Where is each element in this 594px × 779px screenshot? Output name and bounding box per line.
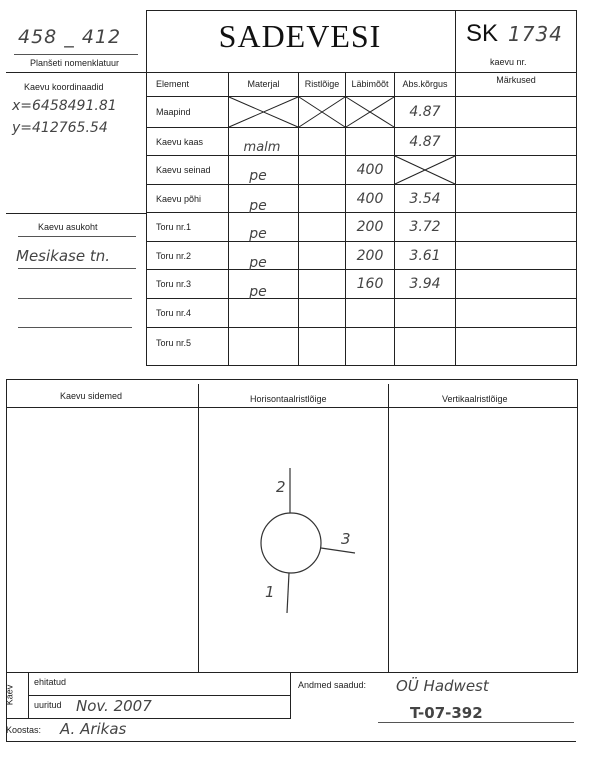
row-labimoot-value: 400 — [356, 162, 384, 178]
row-element-label: Toru nr.1 — [156, 222, 192, 232]
column-header-labimoot: Läbimõõt — [351, 79, 389, 89]
kaev-label: Kaev — [4, 684, 15, 706]
coordinate-x: x=6458491.81 — [12, 98, 117, 114]
sk-label: SK — [466, 20, 499, 47]
column-header-ristloige: Ristlõige — [304, 79, 340, 89]
page-title: SADEVESI — [218, 18, 382, 54]
row-materjal-value: pe — [249, 284, 267, 300]
row-materjal-value: pe — [249, 254, 267, 271]
pipe-3-line — [321, 548, 355, 553]
coordinate-y: y=412765.54 — [12, 120, 108, 136]
row-element-label: Toru nr.3 — [156, 279, 192, 289]
section-header-vertikaal: Vertikaalristlõige — [442, 394, 508, 404]
section-header-sidemed: Kaevu sidemed — [60, 391, 123, 401]
row-labimoot-value: 160 — [356, 276, 384, 292]
koostas-value: A. Arikas — [60, 720, 127, 738]
row-abs-value: 4.87 — [409, 104, 441, 120]
nomenclature-value: 458 _ 412 — [18, 26, 122, 48]
koostas-label: Koostas: — [6, 725, 42, 735]
pipe-label-1: 1 — [265, 583, 276, 601]
location-value: Mesikase tn. — [16, 247, 110, 265]
pipe-1-line — [287, 573, 289, 613]
column-header-markused: Märkused — [496, 75, 536, 85]
coordinates-label: Kaevu koordinaadid — [24, 82, 104, 92]
row-element-label: Kaevu põhi — [156, 193, 202, 204]
andmed-label: Andmed saadud: — [298, 680, 367, 690]
row-abs-value: 3.72 — [409, 219, 441, 235]
uuritud-label: uuritud — [34, 700, 62, 710]
pipe-label-2: 2 — [276, 478, 287, 496]
row-element-label: Kaevu kaas — [156, 136, 204, 147]
kaevu-nr-label: kaevu nr. — [490, 57, 527, 67]
row-materjal-value: malm — [243, 140, 281, 155]
row-labimoot-value: 200 — [356, 247, 384, 264]
andmed-code: T-07-392 — [410, 704, 483, 722]
nomenclature-label: Planšeti nomenklatuur — [30, 58, 120, 68]
column-header-element: Element — [156, 79, 190, 89]
row-element-label: Toru nr.2 — [156, 250, 192, 261]
row-abs-value: 3.61 — [409, 247, 441, 264]
row-materjal-value: pe — [249, 168, 267, 184]
sk-number: 1734 — [508, 22, 563, 46]
row-labimoot-value: 400 — [356, 190, 384, 207]
manhole-circle — [261, 513, 321, 573]
column-header-abs-korgus: Abs.kõrgus — [402, 79, 448, 89]
location-label: Kaevu asukoht — [38, 222, 98, 232]
row-materjal-value: pe — [249, 226, 267, 242]
row-element-label: Toru nr.5 — [156, 338, 192, 348]
andmed-value: OÜ Hadwest — [396, 677, 489, 695]
row-labimoot-value: 200 — [356, 219, 384, 235]
row-abs-value: 3.54 — [409, 190, 441, 207]
row-abs-value: 3.94 — [409, 276, 441, 292]
row-element-label: Kaevu seinad — [156, 165, 211, 175]
row-abs-value: 4.87 — [409, 133, 441, 150]
row-element-label: Maapind — [156, 107, 191, 117]
column-header-materjal: Materjal — [247, 79, 280, 89]
row-element-label: Toru nr.4 — [156, 308, 192, 318]
row-materjal-value: pe — [249, 197, 267, 214]
horizontal-cross-section-sketch — [198, 408, 388, 672]
pipe-label-3: 3 — [341, 530, 352, 548]
ehitatud-label: ehitatud — [34, 677, 67, 687]
section-header-horisontaal: Horisontaalristlõige — [250, 394, 327, 404]
uuritud-value: Nov. 2007 — [76, 697, 152, 715]
